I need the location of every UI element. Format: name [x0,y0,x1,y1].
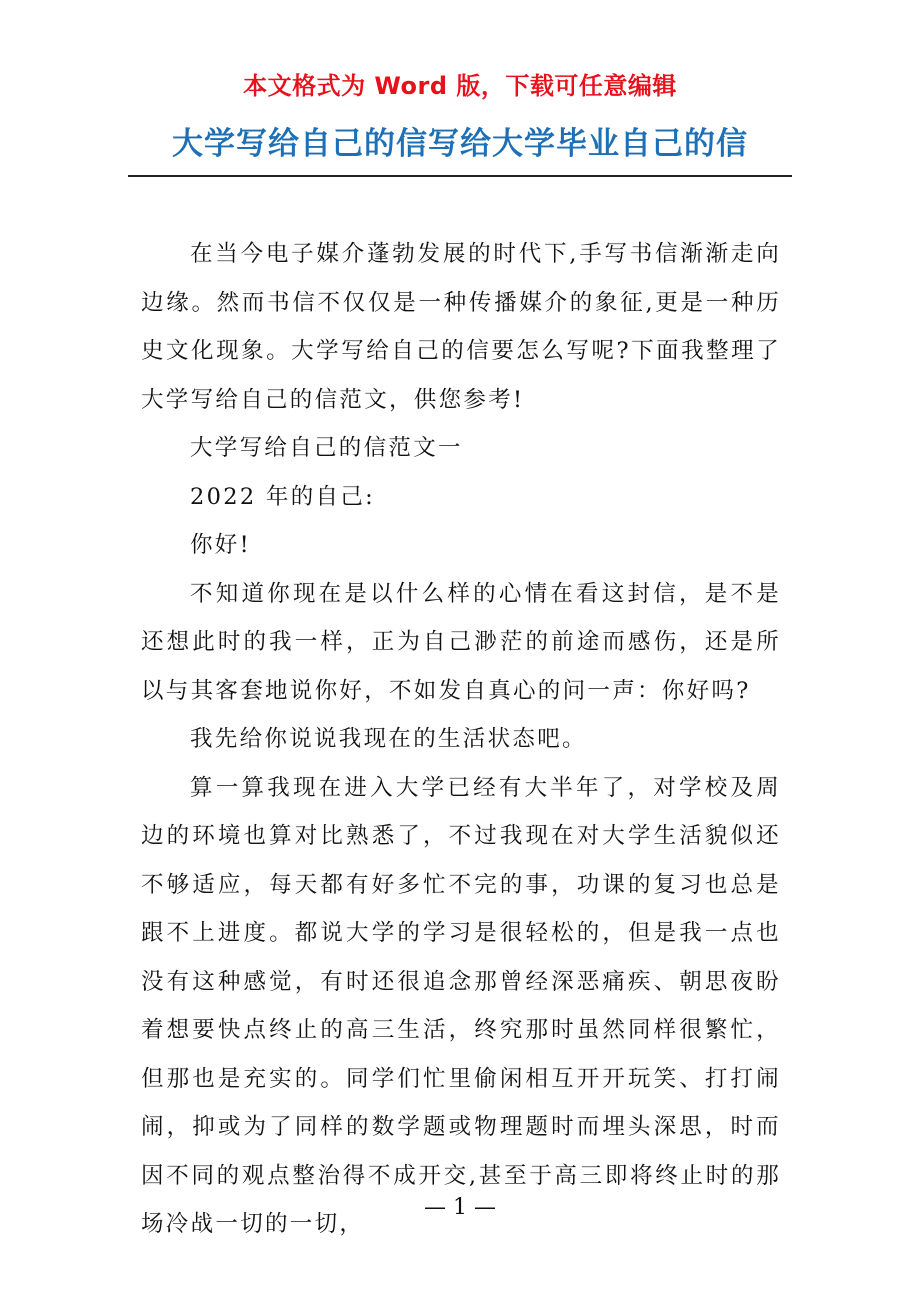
page-number: — 1 — [424,1195,496,1220]
paragraph-college-life: 算一算我现在进入大学已经有大半年了，对学校及周边的环境也算对比熟悉了，不过我现在对大学生活貌似还不够适应，每天都有好多忙不完的事，功课的复习也总是跟不上进度。都说大学的学习是很轻松的，但是我一点也没有这种感觉，有时还很追念那曾经深恶痛疾、朝思夜盼着想要快点终止的高三生活，终究那时虽然同样很繁忙，但那也是充实的。同学们忙里偷闲相互开开玩笑、打打闹闹，抑或为了同样的数学题或物理题时而埋头深思，时而因不同的观点整治得不成开交,甚至于高三即将终止时的那场冷战一切的一切， [141,774,781,1237]
paragraph-greeting: 你好! [190,532,251,558]
paragraph-sample-heading: 大学写给自己的信范文一 [190,435,463,461]
paragraph-question: 不知道你现在是以什么样的心情在看这封信，是不是还想此时的我一样，正为自己渺茫的前途而感伤，还是所以与其客套地说你好，不如发自真心的问一声：你好吗? [141,580,781,704]
title-divider [128,175,792,177]
paragraph-intro: 在当今电子媒介蓬勃发展的时代下,手写书信渐渐走向边缘。然而书信不仅仅是一种传播媒介的象征,更是一种历史文化现象。大学写给自己的信要怎么写呢?下面我整理了大学写给自己的信范文，供您参考! [141,241,781,413]
paragraph-status-intro: 我先给你说说我现在的生活状态吧。 [190,726,587,752]
document-title: 大学写给自己的信写给大学毕业自己的信 [172,126,748,162]
paragraph-salutation-date: 2022 年的自己: [190,483,375,510]
document-body [141,230,781,1249]
format-notice: 本文格式为 Word 版，下载可任意编辑 [243,72,677,100]
